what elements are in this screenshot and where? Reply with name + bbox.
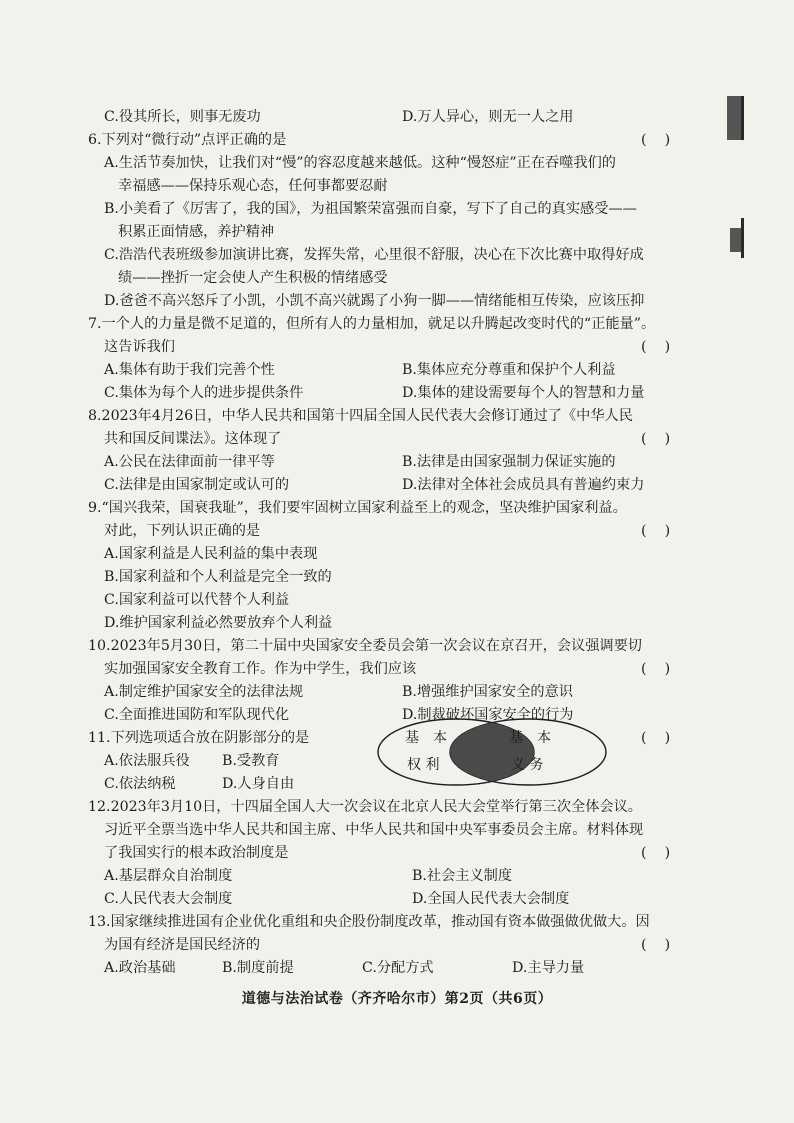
q6-option-a-line1: A.生活节奏加快，让我们对“慢”的容忍度越来越低。这种“慢怒症”正在吞噬我们的 (104, 155, 616, 171)
q8-option-c: C.法律是由国家制定或认可的 (104, 477, 290, 493)
q12-stem-line1: 12.2023年3月10日，十四届全国人大一次会议在北京人民大会堂举行第三次全体会议。 (88, 799, 642, 815)
q11-stem: 11.下列选项适合放在阴影部分的是 (88, 730, 310, 746)
q12-stem-line3: 了我国实行的根本政治制度是 (104, 845, 289, 861)
venn-diagram (375, 717, 609, 787)
q13-option-b: B.制度前提 (222, 960, 294, 976)
q10-answer-paren: ( ) (641, 661, 671, 677)
q8-option-b: B.法律是由国家强制力保证实施的 (402, 454, 616, 470)
q6-option-c-line1: C.浩浩代表班级参加演讲比赛，发挥失常，心里很不舒服，决心在下次比赛中取得好成 (104, 247, 644, 263)
q12-option-c: C.人民代表大会制度 (104, 891, 233, 907)
q11-option-c: C.依法纳税 (104, 776, 176, 792)
q6-stem: 6.下列对“微行动”点评正确的是 (88, 132, 287, 148)
q9-option-b: B.国家利益和个人利益是完全一致的 (104, 569, 332, 585)
q7-option-b: B.集体应充分尊重和保护个人利益 (402, 362, 616, 378)
scan-edge-mark-bottom-line (741, 218, 744, 258)
q9-stem-line1: 9.“国兴我荣，国衰我耻”，我们要牢固树立国家利益至上的观念，坚决维护国家利益。 (88, 500, 627, 516)
venn-right-label-top: 基 本 (509, 730, 551, 746)
q5-option-d: D.万人异心，则无一人之用 (402, 109, 574, 125)
q5-option-c: C.役其所长，则事无废功 (104, 109, 261, 125)
scan-edge-mark-top (727, 96, 741, 140)
q9-option-a: A.国家利益是人民利益的集中表现 (104, 546, 318, 562)
q6-option-d: D.爸爸不高兴怒斥了小凯，小凯不高兴就踢了小狗一脚——情绪能相互传染，应该压抑 (104, 293, 645, 309)
q9-option-d: D.维护国家利益必然要放弃个人利益 (104, 615, 333, 631)
q12-option-a: A.基层群众自治制度 (104, 868, 233, 884)
q9-stem-line2: 对此，下列认识正确的是 (104, 523, 261, 539)
q11-option-d: D.人身自由 (222, 776, 295, 792)
venn-right-label-bottom: 义 务 (511, 757, 544, 773)
q13-option-d: D.主导力量 (512, 960, 585, 976)
scan-edge-mark-top-line (741, 96, 744, 140)
q10-stem-line2: 实加强国家安全教育工作。作为中学生，我们应该 (104, 661, 417, 677)
q11-answer-paren: ( ) (641, 730, 671, 746)
q13-answer-paren: ( ) (641, 937, 671, 953)
q8-stem-line2: 共和国反间谍法》。这体现了 (104, 431, 282, 447)
q8-stem-line1: 8.2023年4月26日，中华人民共和国第十四届全国人民代表大会修订通过了《中华人民 (88, 408, 633, 424)
q13-option-a: A.政治基础 (104, 960, 176, 976)
q12-stem-line2: 习近平全票当选中华人民共和国主席、中华人民共和国中央军事委员会主席。材料体现 (104, 822, 644, 838)
q13-stem-line1: 13.国家继续推进国有企业优化重组和央企股份制度改革，推动国有资本做强做优做大。因 (88, 914, 650, 930)
q10-stem-line1: 10.2023年5月30日，第二十届中央国家安全委员会第一次会议在京召开，会议强调要切 (88, 638, 642, 654)
q11-option-a: A.依法服兵役 (104, 753, 190, 769)
q10-option-a: A.制定维护国家安全的法律法规 (104, 684, 304, 700)
q6-answer-paren: ( ) (641, 132, 671, 148)
q8-answer-paren: ( ) (641, 431, 671, 447)
q6-option-c-line2: 绩——挫折一定会使人产生积极的情绪感受 (118, 270, 388, 286)
q9-answer-paren: ( ) (641, 523, 671, 539)
q7-stem-line1: 7.一个人的力量是微不足道的，但所有人的力量相加，就足以升腾起改变时代的“正能量”。 (88, 316, 656, 332)
q13-option-c: C.分配方式 (362, 960, 434, 976)
q10-option-d: D.制裁破坏国家安全的行为 (402, 707, 574, 723)
q6-option-b-line1: B.小美看了《厉害了，我的国》，为祖国繁荣富强而自豪，写下了自己的真实感受—— (104, 201, 637, 217)
q12-option-d: D.全国人民代表大会制度 (412, 891, 570, 907)
q6-option-b-line2: 积累正面情感，养护精神 (118, 224, 275, 240)
q7-stem-line2: 这告诉我们 (104, 339, 175, 355)
q13-stem-line2: 为国有经济是国民经济的 (104, 937, 261, 953)
q6-option-a-line2: 幸福感——保持乐观心态，任何事都要忍耐 (118, 178, 388, 194)
q8-option-d: D.法律对全体社会成员具有普遍约束力 (402, 477, 645, 493)
q7-option-d: D.集体的建设需要每个人的智慧和力量 (402, 385, 645, 401)
venn-left-label-top: 基 本 (405, 730, 447, 746)
q7-answer-paren: ( ) (641, 339, 671, 355)
q7-option-a: A.集体有助于我们完善个性 (104, 362, 275, 378)
q11-option-b: B.受教育 (222, 753, 280, 769)
q12-option-b: B.社会主义制度 (412, 868, 513, 884)
venn-left-label-bottom: 权 利 (407, 757, 440, 773)
q7-option-c: C.集体为每个人的进步提供条件 (104, 385, 304, 401)
page-footer: 道德与法治试卷（齐齐哈尔市）第2页（共6页） (241, 991, 553, 1007)
q10-option-c: C.全面推进国防和军队现代化 (104, 707, 290, 723)
q8-option-a: A.公民在法律面前一律平等 (104, 454, 275, 470)
q12-answer-paren: ( ) (641, 845, 671, 861)
q10-option-b: B.增强维护国家安全的意识 (402, 684, 573, 700)
q9-option-c: C.国家利益可以代替个人利益 (104, 592, 290, 608)
